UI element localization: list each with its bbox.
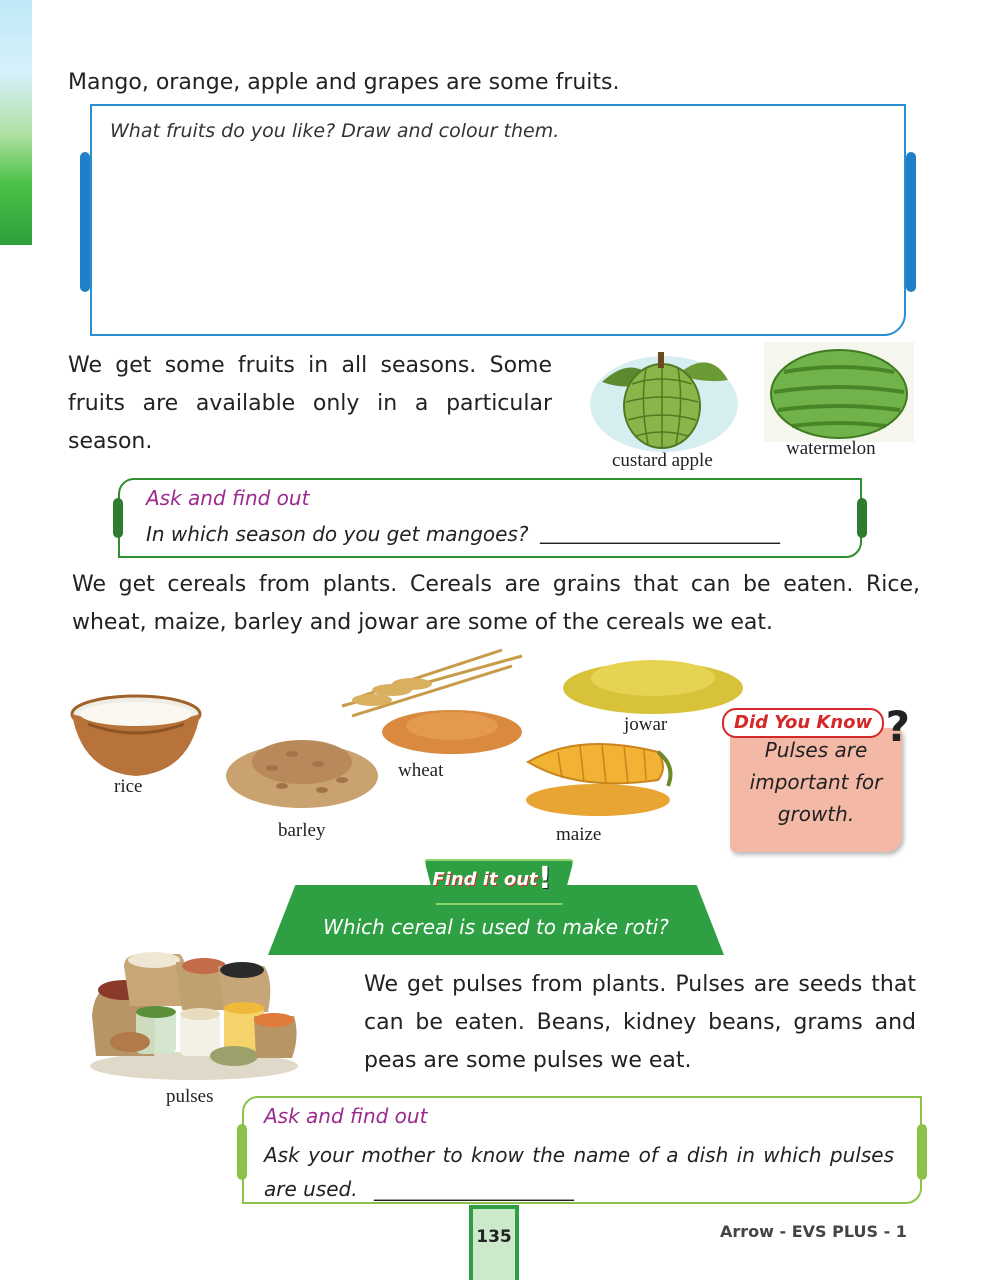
did-you-know-text: Pulses are important for growth. xyxy=(749,738,883,826)
fruits-intro-text: Mango, orange, apple and grapes are some fruits. xyxy=(68,70,620,95)
ask-box-right-bar xyxy=(857,498,867,538)
ask-box-left-bar xyxy=(113,498,123,538)
wheat-image xyxy=(322,646,532,756)
side-decoration xyxy=(0,0,32,245)
exclamation-icon: ! xyxy=(538,861,552,896)
custard-apple-image xyxy=(582,344,738,454)
pulses-label: pulses xyxy=(166,1086,214,1107)
book-title: Arrow - EVS PLUS - 1 xyxy=(720,1222,907,1241)
ask-question-text: Ask your mother to know the name of a dish in which pulses are used. xyxy=(264,1143,894,1201)
pulses-text: We get pulses from plants. Pulses are seeds that can be eaten. Beans, kidney beans, grams and peas are some pulses we eat. xyxy=(364,972,916,1073)
find-it-out-question: Which cereal is used to make roti? xyxy=(323,915,669,939)
answer-blank[interactable]: ________________________ xyxy=(540,520,780,544)
wheat-label: wheat xyxy=(398,760,444,781)
maize-image xyxy=(518,722,678,818)
ask-question xyxy=(264,1138,894,1206)
question-mark-icon: ? xyxy=(885,702,910,751)
answer-blank[interactable]: ____________________ xyxy=(373,1177,574,1201)
did-you-know-card xyxy=(722,702,910,858)
ask-title: Ask and find out xyxy=(264,1104,428,1128)
find-it-out-title: Find it out xyxy=(432,869,538,890)
ask-question: In which season do you get mangoes? xyxy=(146,522,529,546)
ask-title: Ask and find out xyxy=(146,486,310,510)
ask-box-right-bar xyxy=(917,1124,927,1180)
cereals-text: We get cereals from plants. Cereals are grains that can be eaten. Rice, wheat, maize, barley and jowar are some of the cereals we eat. xyxy=(72,572,920,635)
draw-area-box[interactable] xyxy=(90,104,906,336)
jowar-label: jowar xyxy=(624,714,668,735)
pulses-image xyxy=(84,946,302,1082)
draw-prompt: What fruits do you like? Draw and colour them. xyxy=(110,120,560,142)
rice-label: rice xyxy=(114,776,143,797)
custard-apple-label: custard apple xyxy=(612,450,713,471)
maize-label: maize xyxy=(556,824,602,845)
rice-image xyxy=(68,694,204,780)
watermelon-image xyxy=(764,342,914,442)
page-number: 135 xyxy=(469,1205,519,1280)
watermelon-label: watermelon xyxy=(786,438,876,459)
ask-box-left-bar xyxy=(237,1124,247,1180)
seasons-text: We get some fruits in all seasons. Some fruits are available only in a particular season. xyxy=(68,353,552,454)
did-you-know-title: Did You Know xyxy=(722,708,884,738)
barley-label: barley xyxy=(278,820,326,841)
jowar-image xyxy=(560,648,746,716)
find-it-out-banner xyxy=(268,861,724,955)
ask-box-pulses-dish xyxy=(242,1096,922,1204)
ask-box-mangoes xyxy=(118,478,862,558)
